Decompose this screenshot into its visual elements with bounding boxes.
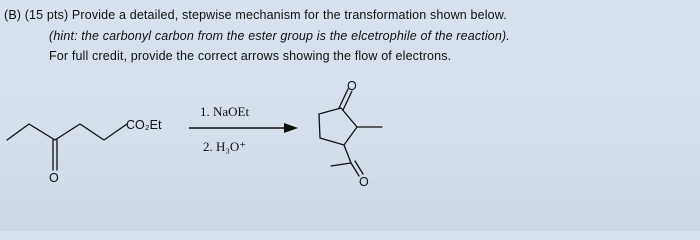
problem-instructions: For full credit, provide the correct arrows showing the flow of electrons. bbox=[49, 49, 452, 63]
product-bottom-oxygen-label: O bbox=[359, 175, 369, 189]
bottom-carbon-bond bbox=[344, 145, 351, 163]
reaction-arrow bbox=[189, 123, 298, 133]
starting-material-chain bbox=[7, 124, 127, 140]
top-ketone-bond-2 bbox=[343, 91, 352, 110]
reagent-step-1: 1. NaOEt bbox=[200, 104, 250, 119]
bottom-methyl-substituent bbox=[331, 163, 351, 166]
starting-material-skeleton bbox=[7, 124, 127, 170]
problem-header: (B) (15 pts) Provide a detailed, stepwise mechanism for the transformation shown below. bbox=[4, 8, 507, 22]
starting-ketone-oxygen-label: O bbox=[49, 171, 59, 185]
ester-group-label: CO₂Et bbox=[126, 118, 162, 132]
problem-hint: (hint: the carbonyl carbon from the ester group is the elcetrophile of the reaction). bbox=[49, 29, 510, 43]
reaction-arrow-head bbox=[284, 123, 298, 133]
product-top-oxygen-label: O bbox=[347, 79, 357, 93]
reagent-step-2: 2. H₃O⁺ bbox=[203, 139, 247, 154]
product-skeleton bbox=[319, 89, 382, 176]
cyclopentane-ring bbox=[319, 108, 357, 145]
